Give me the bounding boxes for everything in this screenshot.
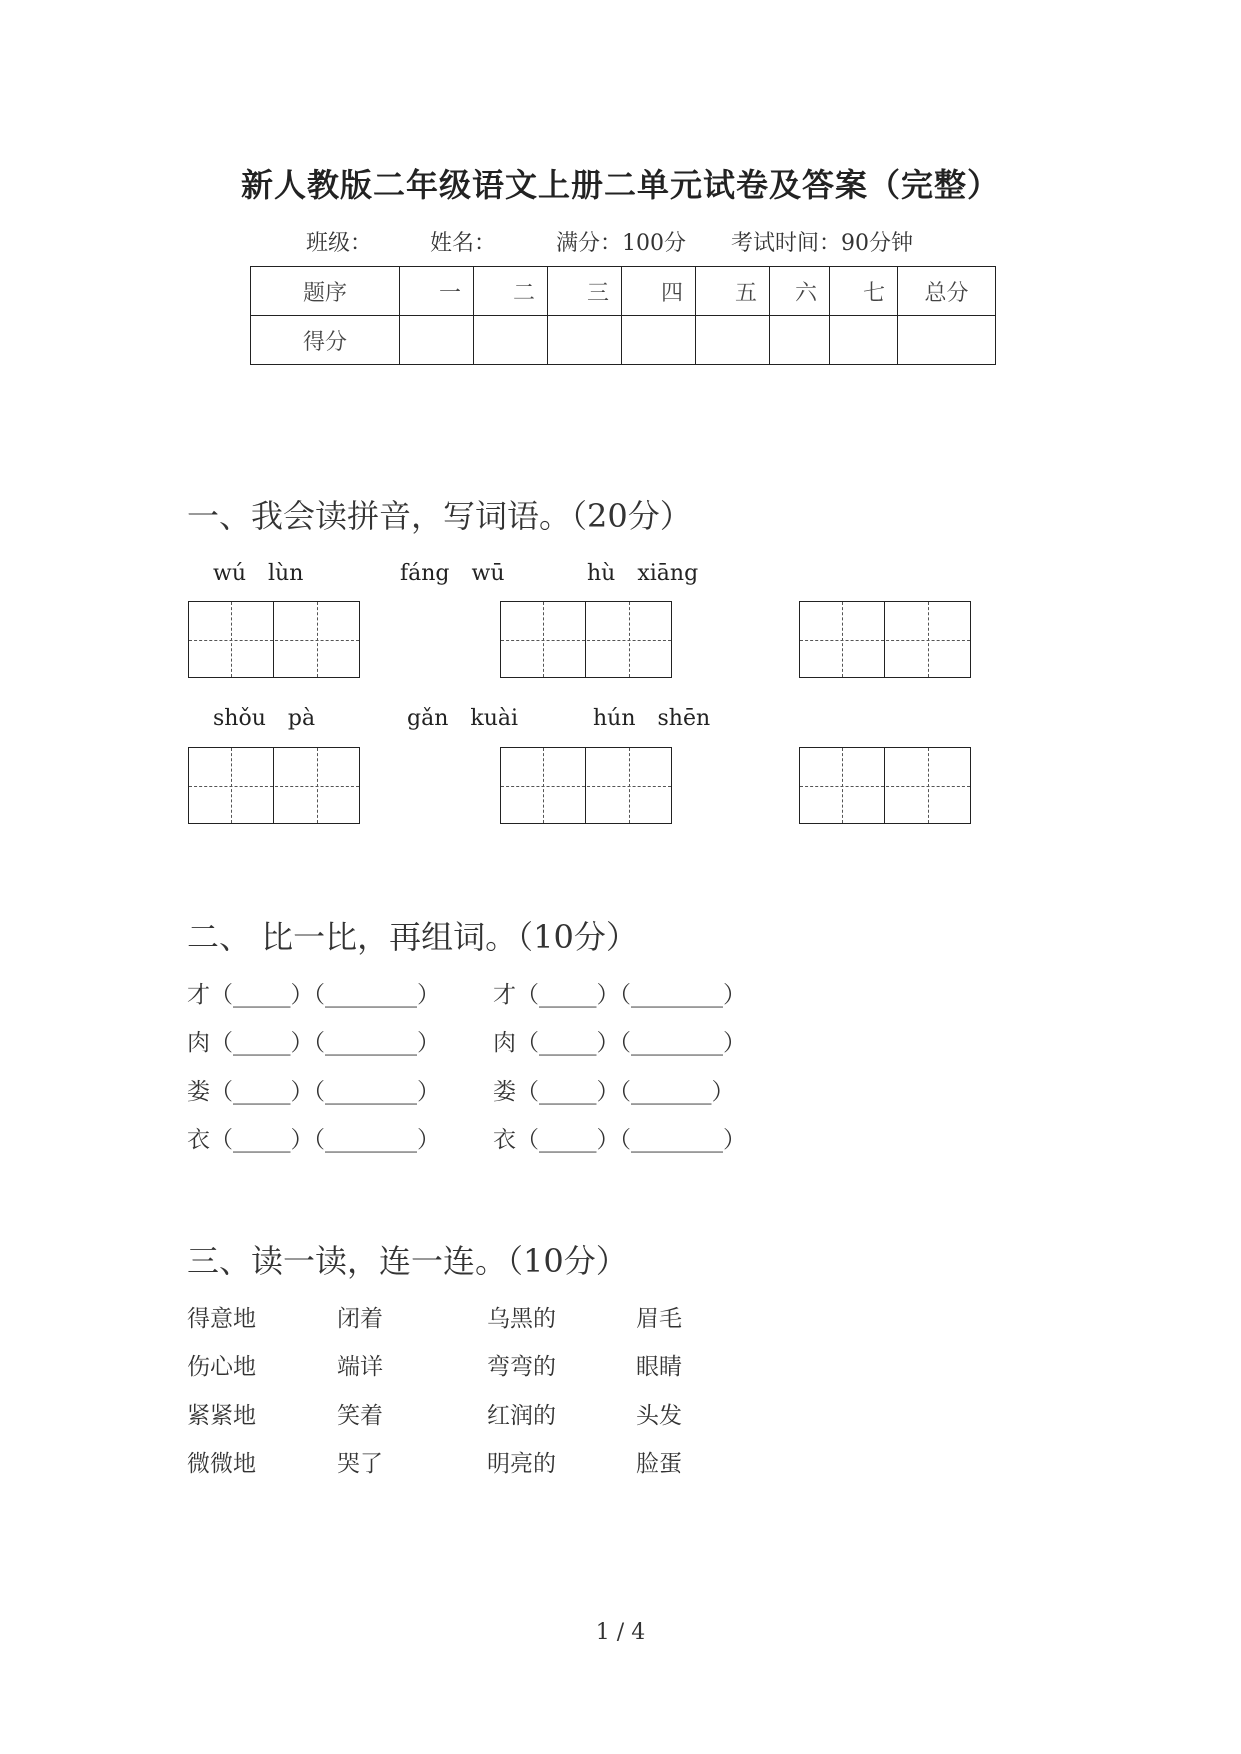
match-word[interactable]: 弯弯的 (487, 1354, 556, 1380)
pinyin-label: fáng wū (400, 561, 505, 586)
compare-row-left: 娄（_____）（________） (187, 1079, 440, 1105)
score-input-cell[interactable] (770, 316, 830, 365)
match-word[interactable]: 笑着 (337, 1403, 383, 1429)
match-word[interactable]: 乌黑的 (487, 1306, 556, 1332)
score-header-cell: 六 (770, 267, 830, 316)
score-header-cell: 总分 (898, 267, 996, 316)
match-word[interactable]: 端详 (337, 1354, 383, 1380)
compare-row-right: 娄（_____）（_______） (493, 1079, 735, 1105)
compare-row-right: 才（_____）（________） (493, 982, 746, 1008)
score-input-cell[interactable] (400, 316, 474, 365)
section3-title: 三、读一读，连一连。（10分） (187, 1242, 628, 1280)
exam-time: 考试时间：90分钟 (731, 231, 913, 256)
score-header-cell: 题序 (251, 267, 400, 316)
pinyin-label: hù xiāng (587, 561, 699, 586)
score-input-cell[interactable] (898, 316, 996, 365)
score-table-header-row (251, 267, 996, 316)
match-word[interactable]: 微微地 (187, 1451, 256, 1477)
section2-title: 二、 比一比，再组词。（10分） (187, 918, 638, 956)
match-word[interactable]: 头发 (636, 1403, 682, 1429)
score-input-cell[interactable] (474, 316, 548, 365)
score-input-cell[interactable] (622, 316, 696, 365)
score-input-cell[interactable] (548, 316, 622, 365)
page-title: 新人教版二年级语文上册二单元试卷及答案（完整） (240, 166, 1000, 204)
writing-grid[interactable] (188, 601, 360, 678)
match-word[interactable]: 闭着 (337, 1306, 383, 1332)
pinyin-label: shǒu pà (213, 706, 316, 731)
compare-row-left: 肉（_____）（________） (187, 1030, 440, 1056)
score-table-score-row (251, 316, 996, 365)
page-number: 1 / 4 (595, 1620, 646, 1645)
name-label: 姓名： (430, 231, 497, 256)
match-word[interactable]: 得意地 (187, 1306, 256, 1332)
match-word[interactable]: 伤心地 (187, 1354, 256, 1380)
writing-grid[interactable] (500, 747, 672, 824)
score-header-cell: 四 (622, 267, 696, 316)
writing-grid[interactable] (500, 601, 672, 678)
class-label: 班级： (306, 231, 373, 256)
score-input-cell[interactable] (696, 316, 770, 365)
match-word[interactable]: 哭了 (337, 1451, 383, 1477)
score-header-cell: 二 (474, 267, 548, 316)
match-word[interactable]: 眼睛 (636, 1354, 682, 1380)
score-input-cell[interactable] (830, 316, 898, 365)
score-table (250, 266, 996, 365)
score-header-cell: 一 (400, 267, 474, 316)
match-word[interactable]: 紧紧地 (187, 1403, 256, 1429)
pinyin-label: gǎn kuài (407, 706, 519, 731)
compare-row-left: 才（_____）（________） (187, 982, 440, 1008)
compare-row-right: 肉（_____）（________） (493, 1030, 746, 1056)
score-row-label: 得分 (251, 316, 400, 365)
pinyin-label: hún shēn (593, 706, 711, 731)
match-word[interactable]: 脸蛋 (636, 1451, 682, 1477)
section1-title: 一、我会读拼音，写词语。（20分） (187, 497, 692, 535)
pinyin-label: wú lùn (213, 561, 304, 586)
writing-grid[interactable] (188, 747, 360, 824)
score-header-cell: 三 (548, 267, 622, 316)
score-header-cell: 七 (830, 267, 898, 316)
compare-row-left: 衣（_____）（________） (187, 1127, 440, 1153)
match-word[interactable]: 眉毛 (636, 1306, 682, 1332)
full-score: 满分：100分 (556, 231, 686, 256)
writing-grid[interactable] (799, 747, 971, 824)
writing-grid[interactable] (799, 601, 971, 678)
compare-row-right: 衣（_____）（________） (493, 1127, 746, 1153)
score-header-cell: 五 (696, 267, 770, 316)
match-word[interactable]: 红润的 (487, 1403, 556, 1429)
match-word[interactable]: 明亮的 (487, 1451, 556, 1477)
